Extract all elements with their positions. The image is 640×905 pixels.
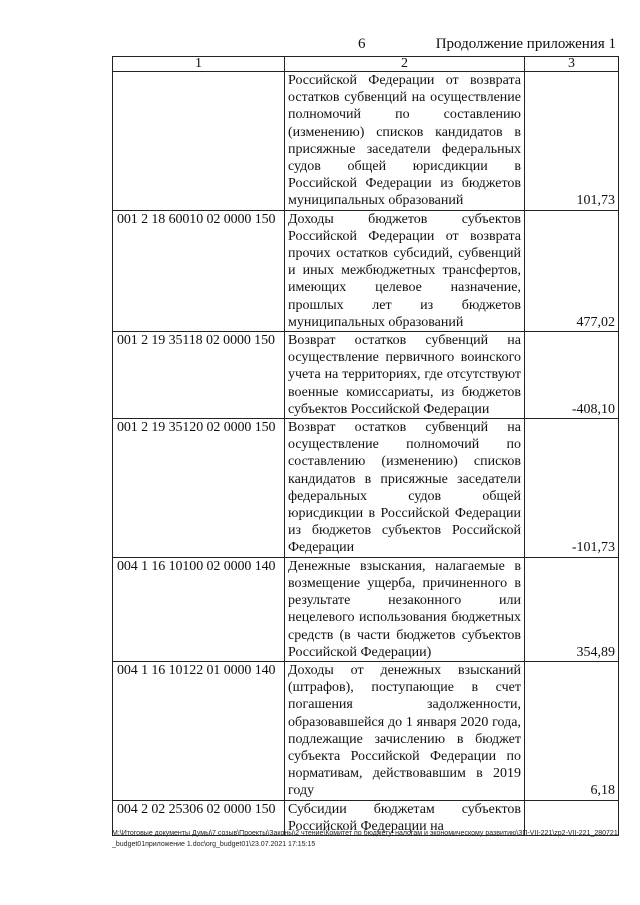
column-header-2: 2 — [285, 57, 525, 72]
continuation-label: Продолжение приложения 1 — [435, 36, 616, 52]
budget-code: 001 2 19 35118 02 0000 150 — [113, 332, 285, 419]
table-row — [113, 557, 619, 661]
budget-code: 001 2 18 60010 02 0000 150 — [113, 210, 285, 331]
income-description: Денежные взыскания, налагаемые в возмещение ущерба, причиненного в результате незаконного или нецелевого использования бюджетных средств (в части бюджетов субъектов Российской Федерации) — [285, 557, 525, 661]
column-header-1: 1 — [113, 57, 285, 72]
column-header-3: 3 — [525, 57, 619, 72]
budget-code — [113, 72, 285, 211]
income-description: Субсидии бюджетам субъектов Российской Федерации на — [285, 800, 525, 835]
income-description: Возврат остатков субвенций на осуществление первичного воинского учета на территориях, где отсутствуют военные комиссариаты, из бюджетов субъектов Российской Федерации — [285, 332, 525, 419]
table-row — [113, 72, 619, 211]
table-row — [113, 332, 619, 419]
budget-code: 004 2 02 25306 02 0000 150 — [113, 800, 285, 835]
amount: 101,73 — [525, 72, 619, 211]
income-description: Доходы бюджетов субъектов Российской Федерации от возврата прочих остатков субсидий, субвенций и иных межбюджетных трансфертов, имеющих целевое назначение, прошлых лет из бюджетов муниципальных образований — [285, 210, 525, 331]
table-row — [113, 419, 619, 558]
income-description: Российской Федерации от возврата остатков субвенций на осуществление полномочий по составлению (изменению) списков кандидатов в присяжные заседатели федеральных судов общей юрисдикции в Российской Федерации из бюджетов муниципальных образований — [285, 72, 525, 211]
table-row — [113, 210, 619, 331]
amount: 477,02 — [525, 210, 619, 331]
amount: 354,89 — [525, 557, 619, 661]
budget-code: 004 1 16 10122 01 0000 140 — [113, 661, 285, 800]
file-path-footer: M:\Итоговые документы Думы\7 созыв\Проекты\Законы\2 чтение\Комитет по бюджету, налогам и экономическому развитию\ЗП-VII-221\zp2-VII-221_280721_budget01приложение 1.doc\org_budget01\23.07.2021 17:15:15 — [112, 830, 618, 848]
amount: -408,10 — [525, 332, 619, 419]
table-row — [113, 661, 619, 800]
budget-code: 004 1 16 10100 02 0000 140 — [113, 557, 285, 661]
budget-table — [112, 56, 619, 836]
income-description: Доходы от денежных взысканий (штрафов), поступающие в счет погашения задолженности, образовавшейся до 1 января 2020 года, подлежащие зачислению в бюджет субъекта Российской Федерации по нормативам, действовавшим в 2019 году — [285, 661, 525, 800]
amount: 6,18 — [525, 661, 619, 800]
budget-code: 001 2 19 35120 02 0000 150 — [113, 419, 285, 558]
income-description: Возврат остатков субвенций на осуществление полномочий по составлению (изменению) списков кандидатов в присяжные заседатели федеральных судов общей юрисдикции в Российской Федерации из бюджетов субъектов Российской Федерации — [285, 419, 525, 558]
amount: -101,73 — [525, 419, 619, 558]
table-header-row — [113, 57, 619, 72]
page-number: 6 — [358, 36, 366, 52]
